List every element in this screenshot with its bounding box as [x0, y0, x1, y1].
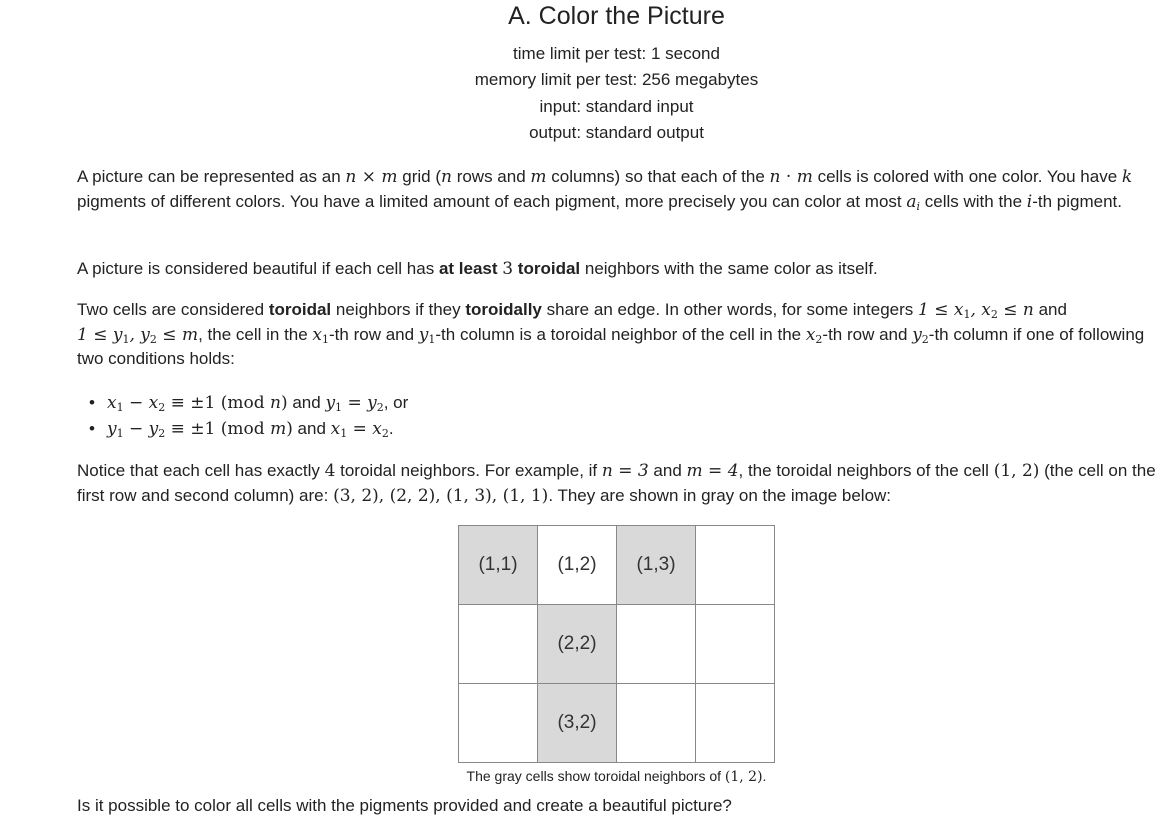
grid-cell: [696, 605, 775, 684]
list-item: • $y_1 - y_2 \equiv \pm 1$ (mod m) and $x_1 = x_2$.: [77, 416, 408, 442]
paragraph-toroidal: Two cells are considered toroidal neighbors if they toroidally share an edge. In other words, for some integers $1 \le x_1$, $x_2 \le n$ and $1 \le y_1$, $y_2 \le m$, the cell in the $x_1-th$ row and $y_1-th$ column is a toroidal neighbor of the cell in the $x_2-th$ row and $y_2-th$ column if one of following two conditions holds:: [77, 300, 1145, 368]
table-row: [459, 684, 775, 763]
problem-title: A. Color the Picture: [508, 2, 725, 30]
grid-cell: [696, 526, 775, 605]
time-limit: time limit per test: 1 second: [513, 44, 720, 63]
grid-cell: (1,2): [538, 526, 617, 605]
grid-cell: [696, 684, 775, 763]
grid-cell: (3,2): [538, 684, 617, 763]
input-spec: input: standard input: [539, 97, 694, 116]
grid-cell: [617, 605, 696, 684]
grid-cell: [459, 605, 538, 684]
image-caption: The gray cells show toroidal neighbors of (1, 2).: [466, 768, 767, 785]
paragraph-question: Is it possible to color all cells with the pigments provided and create a beautiful picture?: [77, 796, 732, 815]
grid-cell: (2,2): [538, 605, 617, 684]
neighbor-grid: [458, 525, 775, 763]
grid-cell: (1,1): [459, 526, 538, 605]
paragraph-example: Notice that each cell has exactly 4 toroidal neighbors. For example, if n = 3 and m = 4, the toroidal neighbors of the cell (1, 2) (the cell on the first row and second column) are: (3, 2), (2, 2), (1, 3), (1, 1). They are shown in gray on the image below:: [77, 461, 1156, 506]
paragraph-intro: A picture can be represented as an n × m grid (n rows and m columns) so that each of the n · m cells is colored with one color. You have k pigments of different colors. You have a limited amount of each pigment, more precisely you can color at most $a_i$ cells with the i-th pigment.: [77, 167, 1133, 213]
memory-limit: memory limit per test: 256 megabytes: [474, 70, 759, 89]
grid-cell: [459, 684, 538, 763]
conditions-list: [77, 390, 408, 442]
grid-cell: (1,3): [617, 526, 696, 605]
list-item: • $x_1 - x_2 \equiv \pm 1$ (mod n) and $y_1 = y_2$, or: [77, 390, 408, 416]
paragraph-beautiful: A picture is considered beautiful if each cell has at least 3 toroidal neighbors with the same color as itself.: [77, 259, 878, 279]
grid-cell: [617, 684, 696, 763]
table-row: [459, 605, 775, 684]
output-spec: output: standard output: [529, 123, 704, 142]
table-row: [459, 526, 775, 605]
